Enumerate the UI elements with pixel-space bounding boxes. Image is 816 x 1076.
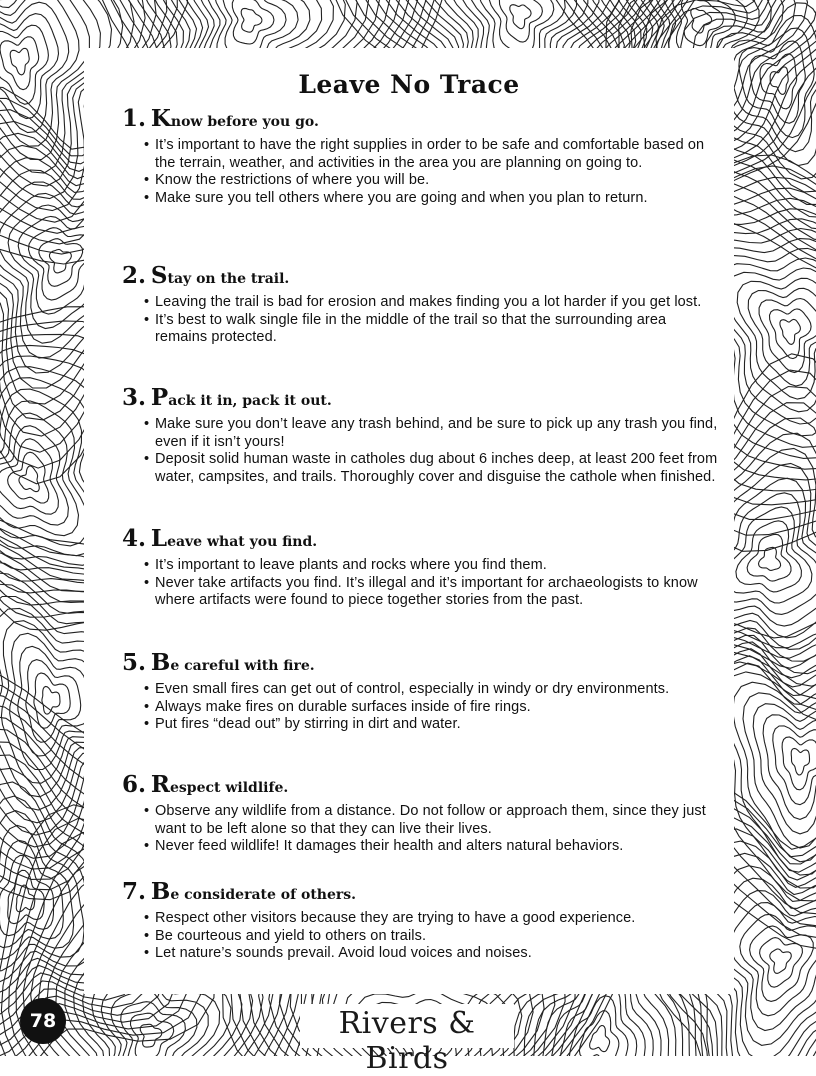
section-number: 2. [122,262,147,289]
section-number: 5. [122,649,147,676]
section-initial: P [150,384,169,411]
section-heading-text: tay on the trail. [167,271,290,287]
section-number: 6. [122,771,147,798]
bullet-item: • Even small fires can get out of control, especially in windy or dry environments. [136,681,722,699]
section-heading [122,879,722,908]
section-heading-text: now before you go. [170,114,319,130]
bullet-item: • Never take artifacts you find. It’s illegal and it’s important for archaeologists to know where artifacts were found to piece together stories from the past. [136,575,722,610]
section-heading-text: espect wildlife. [170,780,289,796]
bullet-item: • Know the restrictions of where you will be. [136,172,722,190]
bullet-list [122,803,722,856]
section-number: 1. [122,105,147,132]
bullet-list [122,416,722,486]
section-stay-on-trail [122,263,722,347]
section-leave-what-you-find [122,526,722,610]
section-heading [122,263,722,292]
page-number-badge: 78 [20,998,66,1044]
bullet-item: • Leaving the trail is bad for erosion and makes finding you a lot harder if you get lost. [136,294,722,312]
bullet-item: • Make sure you tell others where you are going and when you plan to return. [136,190,722,208]
bullet-item: • Let nature’s sounds prevail. Avoid loud voices and noises. [136,945,722,963]
section-heading-text: e considerate of others. [170,887,357,903]
bullet-list [122,294,722,347]
bullet-list [122,681,722,734]
content-panel [86,50,732,992]
bullet-item: • Make sure you don’t leave any trash behind, and be sure to pick up any trash you find, even if it isn’t yours! [136,416,722,451]
section-respect-wildlife [122,772,722,856]
bullet-item: • Be courteous and yield to others on trails. [136,928,722,946]
section-careful-with-fire [122,650,722,734]
section-number: 7. [122,878,147,905]
bullet-list [122,137,722,207]
bullet-item: • Put fires “dead out” by stirring in dirt and water. [136,716,722,734]
bullet-item: • It’s important to leave plants and rocks where you find them. [136,557,722,575]
bullet-item: • It’s important to have the right supplies in order to be safe and comfortable based on the terrain, weather, and activities in the area you are planning on going to. [136,137,722,172]
bullet-item: • Respect other visitors because they are trying to have a good experience. [136,910,722,928]
section-heading-text: ack it in, pack it out. [168,393,332,409]
section-considerate-of-others [122,879,722,963]
section-heading [122,526,722,555]
page-title: Leave No Trace [298,70,520,99]
section-heading [122,772,722,801]
bullet-item: • Deposit solid human waste in catholes dug about 6 inches deep, at least 200 feet from water, campsites, and trails. Thoroughly cover and disguise the cathole when finished. [136,451,722,486]
bullet-item: • Observe any wildlife from a distance. Do not follow or approach them, since they just want to be left alone so that they can live their lives. [136,803,722,838]
section-initial: K [150,105,171,132]
section-initial: R [150,771,171,798]
section-initial: B [150,878,171,905]
bullet-list [122,910,722,963]
brand-footer [300,1004,514,1076]
section-heading-text: eave what you find. [167,534,318,550]
section-heading [122,106,722,135]
section-initial: L [150,525,168,552]
section-initial: S [150,262,168,289]
section-pack-it-out [122,385,722,486]
section-heading-text: e careful with fire. [170,658,315,674]
section-initial: B [150,649,171,676]
section-number: 3. [122,384,147,411]
bullet-item: • Always make fires on durable surfaces inside of fire rings. [136,699,722,717]
bullet-list [122,557,722,610]
section-number: 4. [122,525,147,552]
section-heading [122,650,722,679]
section-know-before-you-go [122,106,722,207]
brand-name: Rivers & Birds [338,1006,476,1076]
bullet-item: • It’s best to walk single file in the middle of the trail so that the surrounding area remains protected. [136,312,722,347]
section-heading [122,385,722,414]
bullet-item: • Never feed wildlife! It damages their health and alters natural behaviors. [136,838,722,856]
